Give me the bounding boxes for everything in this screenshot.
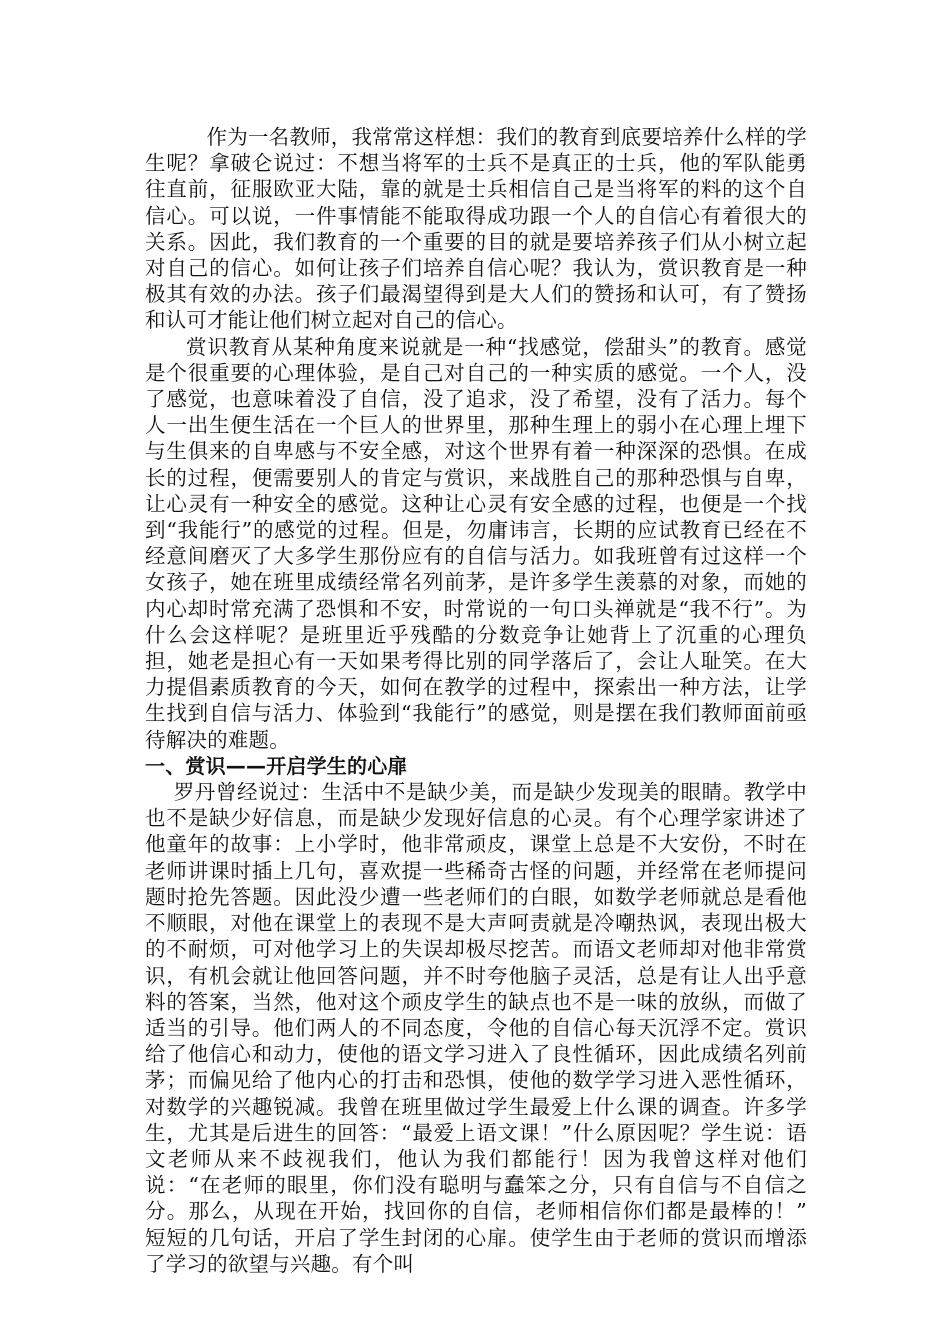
paragraph-intro: 作为一名教师，我常常这样想：我们的教育到底要培养什么样的学生呢？拿破仑说过：不想当将军的士兵不是真正的士兵，他的军队能勇往直前，征服欧亚大陆，靠的就是士兵相信自己是当将军的料的这个自信心。可以说，一件事情能不能取得成功跟一个人的自信心有着很大的关系。因此，我们教育的一个重要的目的就是要培养孩子们从小树立起对自己的信心。如何让孩子们培养自信心呢？我认为，赏识教育是一种极其有效的办法。孩子们最渴望得到是大人们的赞扬和认可，有了赞扬和认可才能让他们树立起对自己的信心。	[145, 125, 807, 333]
paragraph-rodin: 罗丹曾经说过：生活中不是缺少美，而是缺少发现美的眼睛。教学中也不是缺少好信息，而是缺少发现好信息的心灵。有个心理学家讲述了他童年的故事：上小学时，他非常顽皮，课堂上总是不大安份，不时在老师讲课时插上几句，喜欢提一些稀奇古怪的问题，并经常在老师提问题时抢先答题。因此没少遭一些老师们的白眼，如数学老师就总是看他不顺眼，对他在课堂上的表现不是大声呵责就是冷嘲热讽，表现出极大的不耐烦，可对他学习上的失误却极尽挖苦。而语文老师却对他非常赏识，有机会就让他回答问题，并不时夸他脑子灵活，总是有让人出乎意料的答案，当然，他对这个顽皮学生的缺点也不是一味的放纵，而做了适当的引导。他们两人的不同态度，令他的自信心每天沉浮不定。赏识给了他信心和动力，使他的语文学习进入了良性循环，因此成绩名列前茅；而偏见给了他内心的打击和恐惧，使他的数学学习进入恶性循环，对数学的兴趣锐减。我曾在班里做过学生最爱上什么课的调查。许多学生，尤其是后进生的回答：“最爱上语文课！”什么原因呢？学生说：语文老师从来不歧视我们，他认为我们都能行！因为我曾这样对他们说：“在老师的眼里，你们没有聪明与蠢笨之分，只有自信与不自信之分。那么，从现在开始，找回你的自信，老师相信你们都是最棒的！” 短短的几句话，开启了学生封闭的心扉。使学生由于老师的赏识而增添了学习的欲望与兴趣。有个叫	[145, 780, 870, 1276]
paragraph-appreciation-education: 赏识教育从某种角度来说就是一种“找感觉，偿甜头”的教育。感觉是个很重要的心理体验，是自己对自己的一种实质的感觉。一个人，没了感觉，也意味着没了自信，没了追求，没了希望，没有了活力。每个人一出生便生活在一个巨人的世界里，那种生理上的弱小在心理上埋下与生俱来的自卑感与不安全感，对这个世界有着一种深深的恐惧。在成长的过程，便需要别人的肯定与赏识，来战胜自己的那种恐惧与自卑，让心灵有一种安全的感觉。这种让心灵有安全感的过程，也便是一个找到“我能行”的感觉的过程。但是，勿庸讳言，长期的应试教育已经在不经意间磨灭了大多学生那份应有的自信与活力。如我班曾有过这样一个女孩子，她在班里成绩经常名列前茅，是许多学生羡慕的对象，而她的内心却时常充满了恐惧和不安，时常说的一句口头禅就是“我不行”。为什么会这样呢？是班里近乎残酷的分数竞争让她背上了沉重的心理负担，她老是担心有一天如果考得比别的同学落后了，会让人耻笑。在大力提倡素质教育的今天，如何在教学的过程中，探索出一种方法，让学生找到自信与活力、体验到“我能行”的感觉，则是摆在我们教师面前亟待解决的难题。	[145, 334, 807, 752]
document-page	[145, 124, 870, 1277]
section-heading: 一、赏识——开启学生的心扉	[145, 753, 408, 778]
